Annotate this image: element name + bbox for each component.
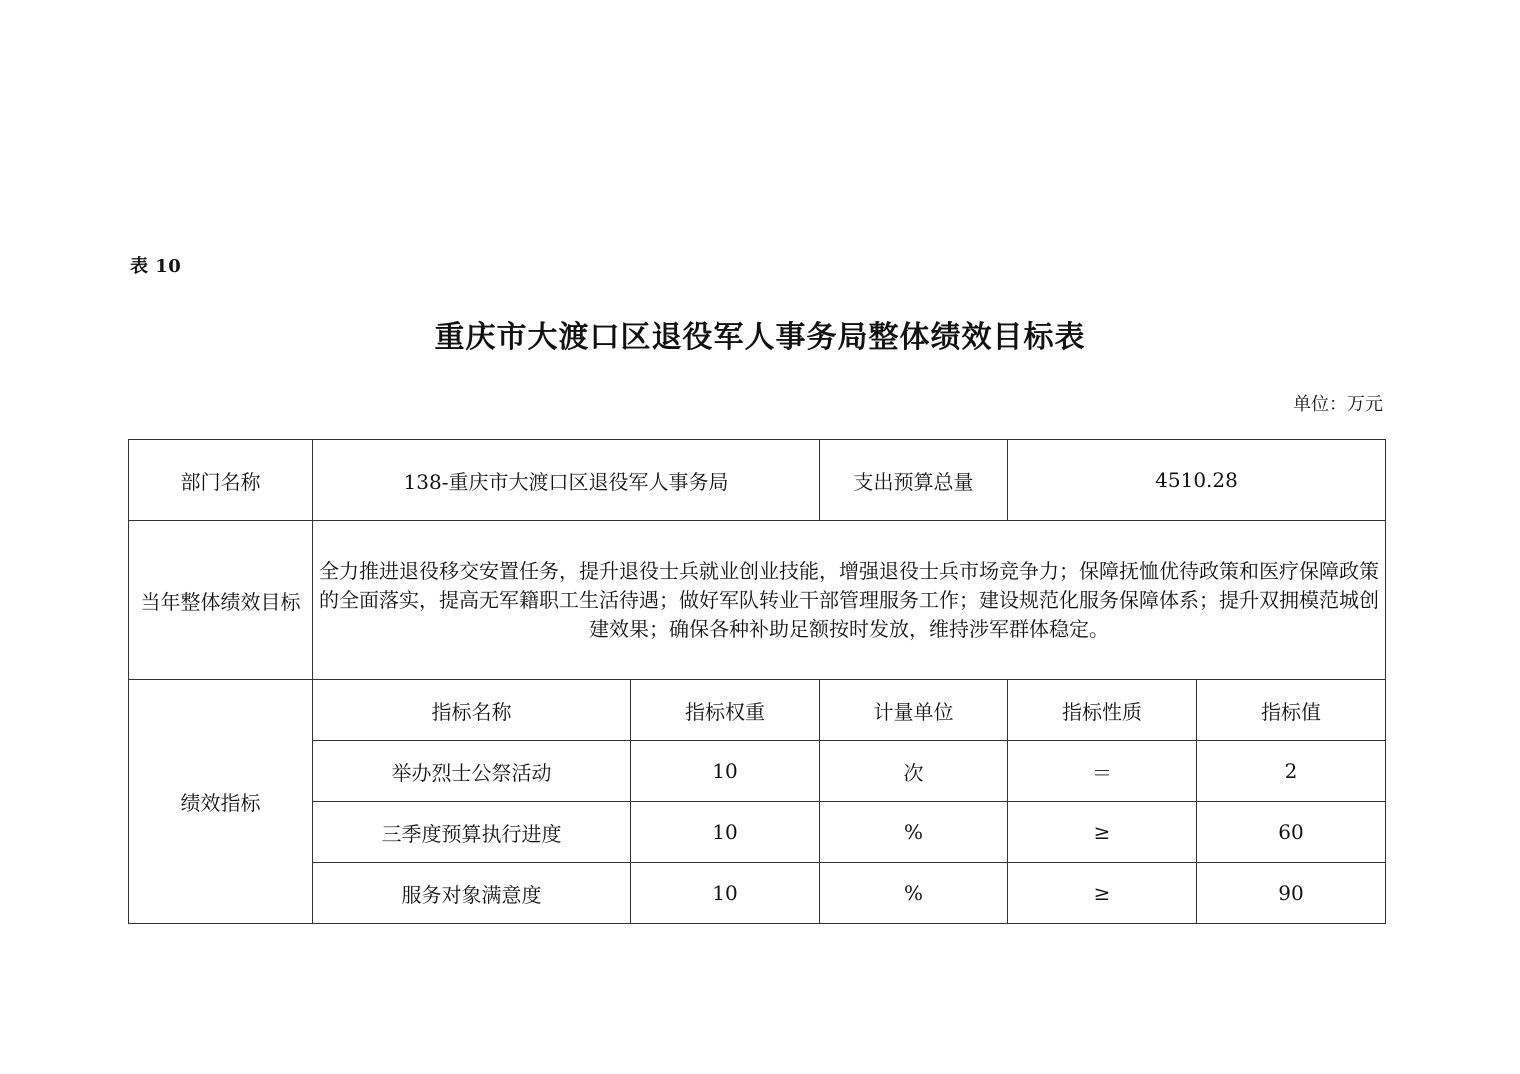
indicator-unit: 次 [820,741,1008,802]
budget-label: 支出预算总量 [820,440,1008,521]
indicator-value: 2 [1197,741,1386,802]
indicator-unit: % [820,863,1008,924]
indicator-weight: 10 [631,741,820,802]
indicator-name: 三季度预算执行进度 [313,802,631,863]
column-header: 指标名称 [313,680,631,741]
indicator-unit: % [820,802,1008,863]
department-label: 部门名称 [129,440,313,521]
performance-goal-table [128,439,1386,924]
unit-note: 单位：万元 [1293,394,1383,415]
annual-goal-row [129,521,1386,680]
table-row [129,863,1386,924]
department-row [129,440,1386,521]
page-title: 重庆市大渡口区退役军人事务局整体绩效目标表 [434,320,1086,355]
table-number: 表 10 [130,256,182,277]
indicator-weight: 10 [631,863,820,924]
indicator-weight: 10 [631,802,820,863]
column-header: 指标性质 [1008,680,1197,741]
column-header: 计量单位 [820,680,1008,741]
table-row [129,741,1386,802]
annual-goal-text: 全力推进退役移交安置任务，提升退役士兵就业创业技能，增强退役士兵市场竞争力；保障抚恤优待政策和医疗保障政策的全面落实，提高无军籍职工生活待遇；做好军队转业干部管理服务工作；建设规范化服务保障体系；提升双拥模范城创建效果；确保各种补助足额按时发放，维持涉军群体稳定。 [313,521,1386,680]
department-value: 138-重庆市大渡口区退役军人事务局 [313,440,820,521]
indicator-value: 90 [1197,863,1386,924]
column-header: 指标权重 [631,680,820,741]
indicator-name: 服务对象满意度 [313,863,631,924]
indicator-header-row [129,680,1386,741]
table-row [129,802,1386,863]
indicator-name: 举办烈士公祭活动 [313,741,631,802]
indicator-nature: ＝ [1008,741,1197,802]
annual-goal-label: 当年整体绩效目标 [129,521,313,680]
column-header: 指标值 [1197,680,1386,741]
indicator-nature: ≥ [1008,802,1197,863]
indicator-value: 60 [1197,802,1386,863]
budget-value: 4510.28 [1008,440,1386,521]
indicators-label: 绩效指标 [129,680,313,924]
indicator-nature: ≥ [1008,863,1197,924]
